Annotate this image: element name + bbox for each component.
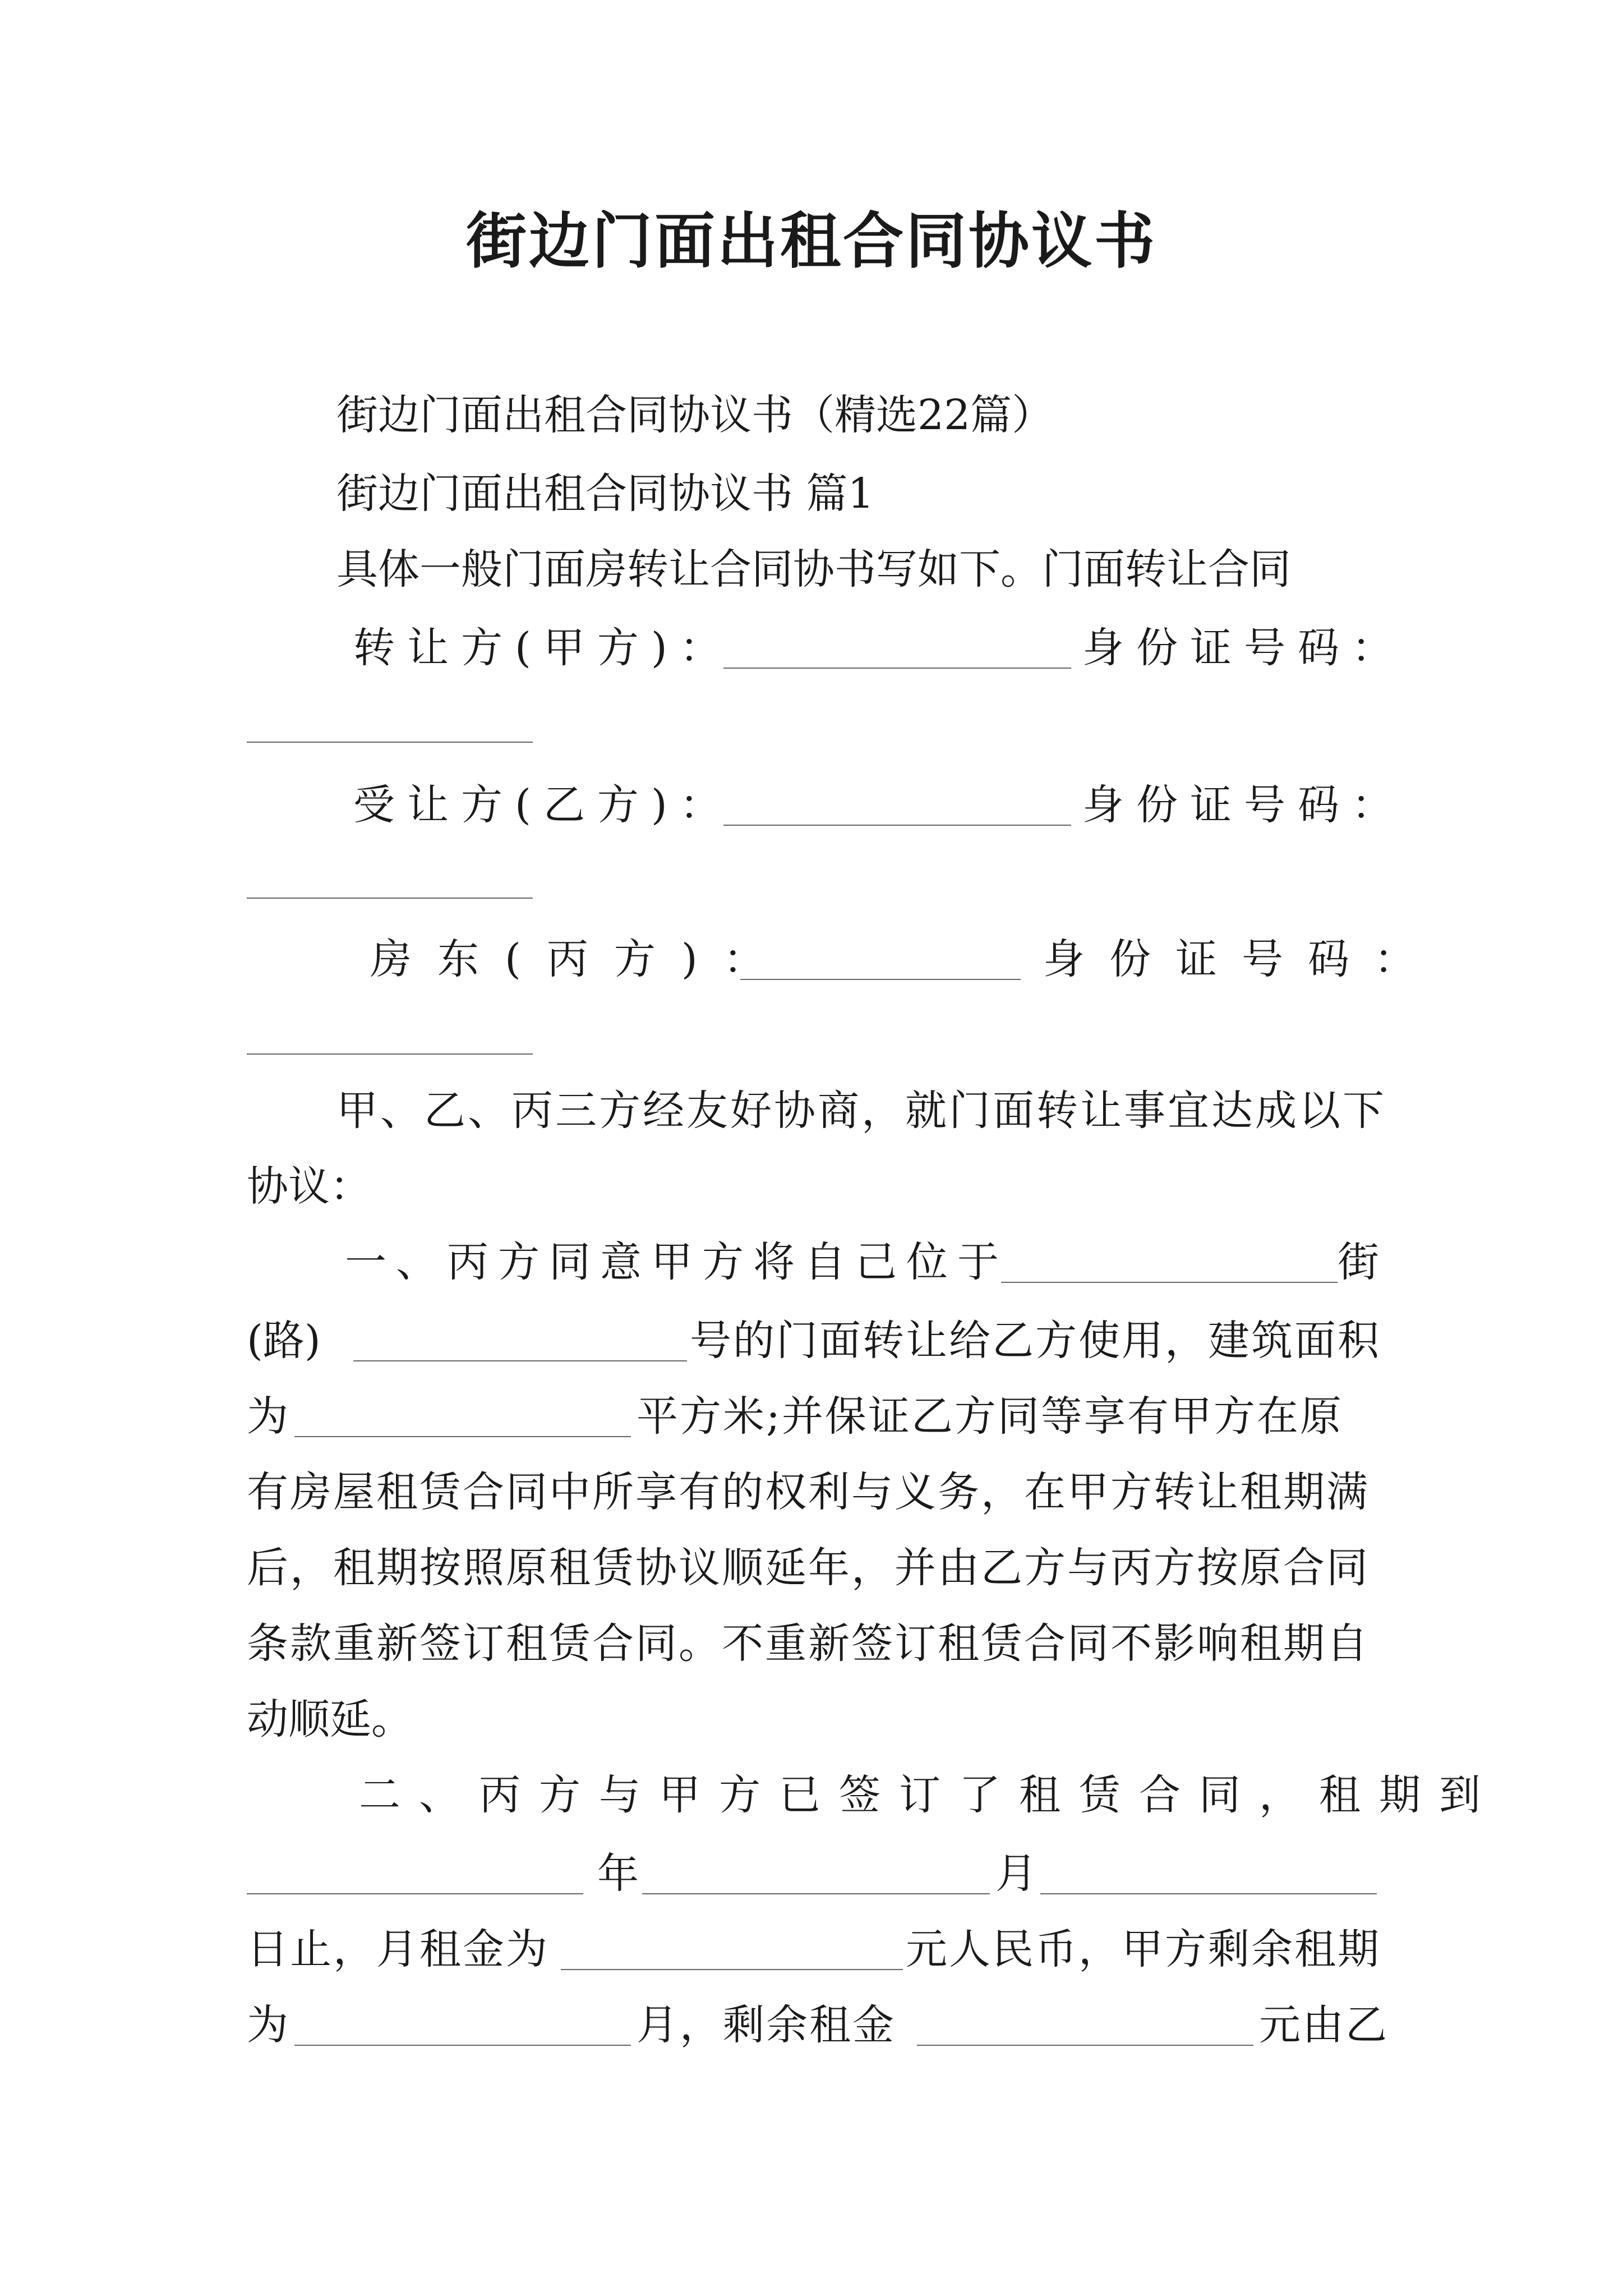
clause2-year-blank xyxy=(247,1893,583,1894)
landlord-id-blank xyxy=(247,1053,533,1055)
clause2-day-blank xyxy=(1040,1893,1377,1894)
clause2-year: 年 xyxy=(597,1849,639,1898)
clause1-line1-b: 街 xyxy=(1338,1238,1379,1286)
clause2-line3-a: 日止，月租金为 xyxy=(247,1925,549,1973)
transferor-id-label: 身份证号码： xyxy=(1082,624,1405,672)
preamble-line2: 协议： xyxy=(247,1162,371,1211)
subtitle: 街边门面出租合同协议书（精选22篇） xyxy=(336,391,1054,439)
clause1-line3-b: 平方米;并保证乙方同等享有甲方在原 xyxy=(637,1392,1343,1441)
transferee-id-label: 身份证号码： xyxy=(1082,781,1405,829)
transferee-label: 受让方(乙方)： xyxy=(353,781,734,829)
clause2-line4-a: 为 xyxy=(247,2001,288,2049)
clause2-line1: 二、丙方与甲方已签订了租赁合同，租期到 xyxy=(359,1771,1499,1819)
document-title: 街边门面出租合同协议书 xyxy=(465,206,1157,277)
landlord-label: 房东(丙方)： xyxy=(370,935,791,983)
preamble-line1: 甲、乙、丙三方经友好协商，就门面转让事宜达成以下 xyxy=(336,1087,1386,1135)
clause2-remaining-rent-blank xyxy=(917,2045,1253,2046)
clause2-line4-b: 月，剩余租金 xyxy=(637,2001,896,2049)
clause1-line1-a: 一、丙方同意甲方将自己位于 xyxy=(345,1238,1008,1286)
clause1-line7: 动顺延。 xyxy=(247,1695,413,1743)
clause1-line2-a: (路) xyxy=(247,1317,321,1365)
clause2-month: 月 xyxy=(995,1849,1037,1898)
clause2-line3-b: 元人民币，甲方剩余租期 xyxy=(906,1925,1381,1973)
clause1-line5: 后，租期按照原租赁协议顺延年，并由乙方与丙方按原合同 xyxy=(247,1544,1370,1592)
clause2-rent-blank xyxy=(561,1969,903,1970)
transferee-name-blank xyxy=(723,825,1071,826)
clause1-line4: 有房屋租赁合同中所享有的权利与义务，在甲方转让租期满 xyxy=(247,1468,1370,1516)
clause2-line4-c: 元由乙 xyxy=(1259,2001,1389,2049)
transferor-name-blank xyxy=(723,668,1071,669)
landlord-id-label: 身份证号码： xyxy=(1043,935,1440,983)
clause2-remaining-term-blank xyxy=(294,2045,631,2046)
clause2-month-blank xyxy=(642,1893,990,1894)
clause1-line6: 条款重新签订租赁合同。不重新签订租赁合同不影响租期自 xyxy=(247,1619,1370,1668)
clause1-line2-b: 号的门面转让给乙方使用，建筑面积 xyxy=(690,1317,1381,1365)
clause1-street-blank xyxy=(1001,1282,1338,1283)
clause1-line3-a: 为 xyxy=(247,1392,288,1441)
transferor-id-blank xyxy=(247,742,533,743)
transferee-id-blank xyxy=(247,898,533,899)
clause1-number-blank xyxy=(353,1360,687,1361)
landlord-name-blank xyxy=(740,979,1021,980)
clause1-area-blank xyxy=(294,1436,631,1437)
transferor-label: 转让方(甲方)： xyxy=(353,624,734,672)
section-heading: 街边门面出租合同协议书 篇1 xyxy=(336,470,874,518)
intro-text: 具体一般门面房转让合同协书写如下。门面转让合同 xyxy=(336,545,1291,593)
